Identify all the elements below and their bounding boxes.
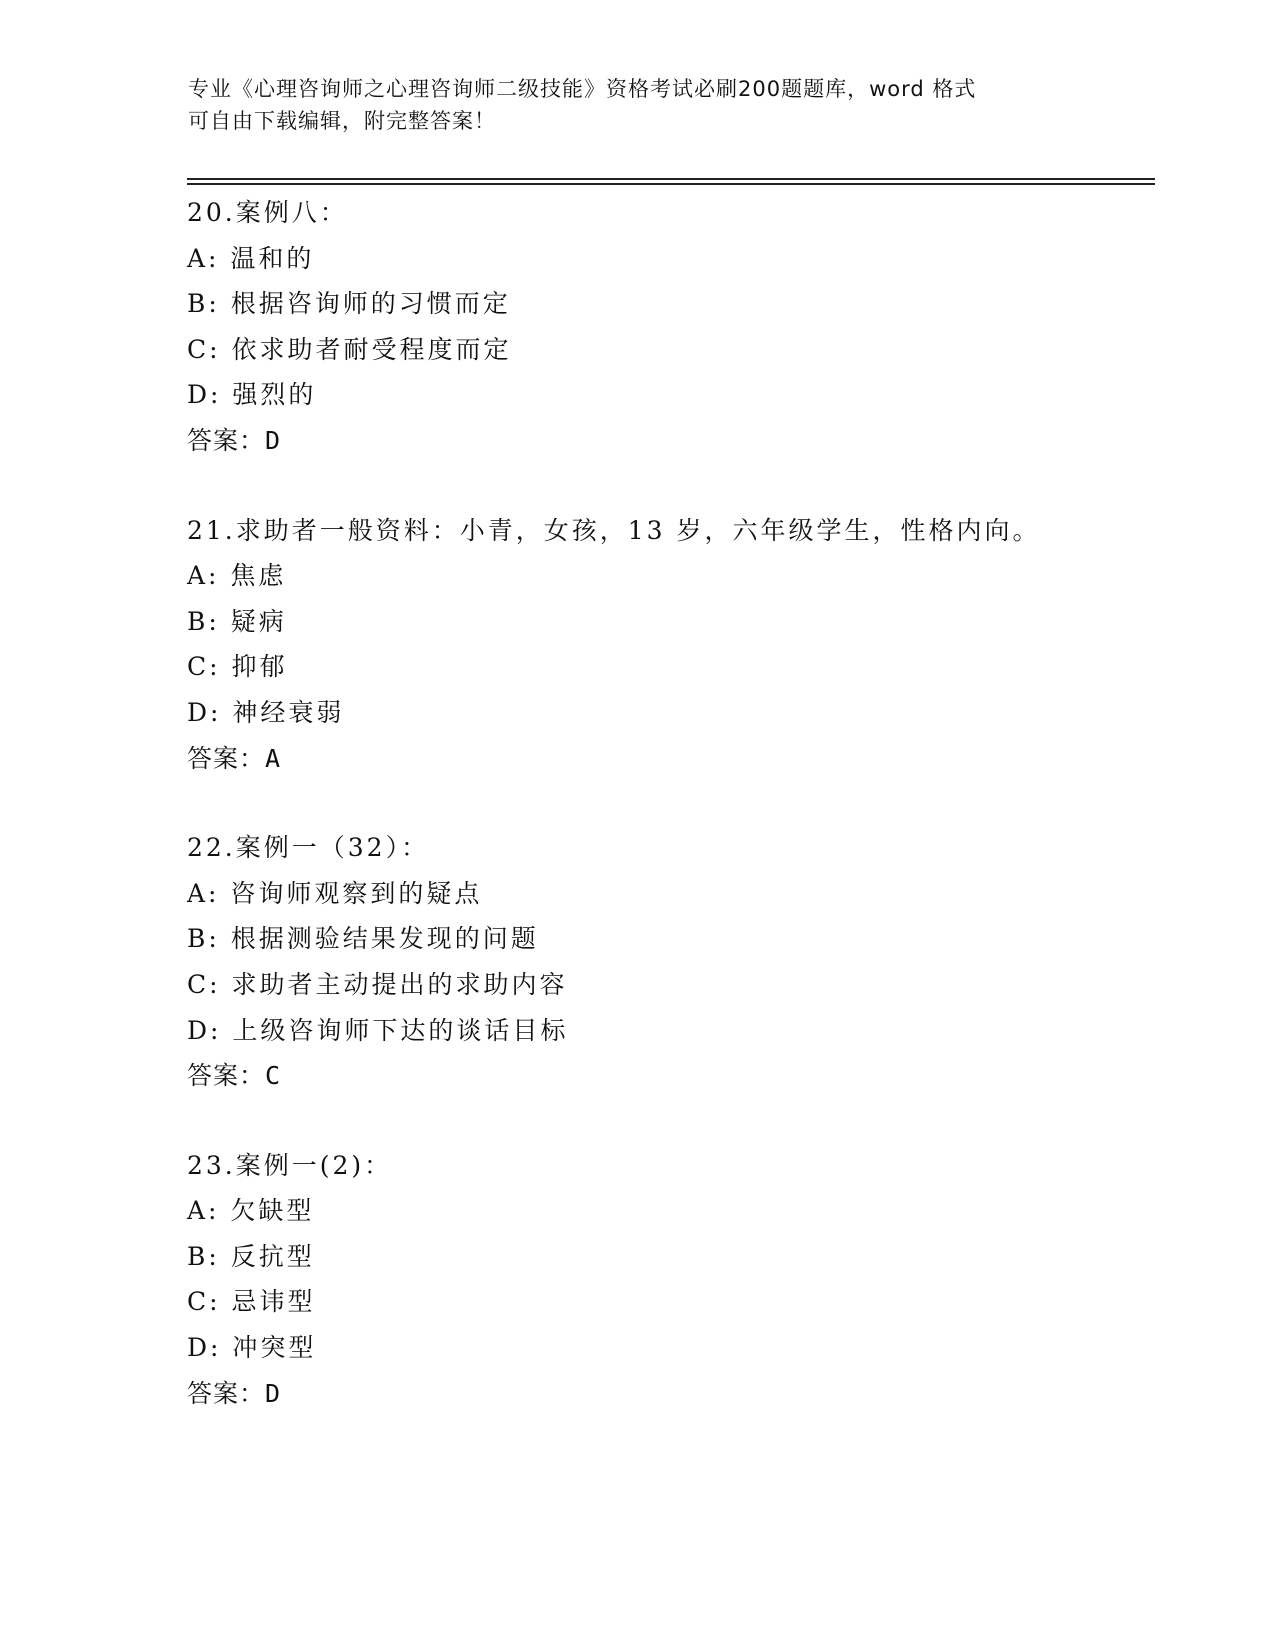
option-a: A: 欠缺型 xyxy=(187,1196,315,1226)
answer-row xyxy=(187,736,1147,782)
option-b: B: 疑病 xyxy=(187,606,287,636)
question-stem: 23.案例一(2)： xyxy=(187,1150,393,1180)
answer-row xyxy=(187,418,1147,464)
option-c: C: 求助者主动提出的求助内容 xyxy=(187,969,568,999)
answer-value: A xyxy=(265,743,281,773)
option-c: C: 依求助者耐受程度而定 xyxy=(187,334,512,364)
document-header xyxy=(188,73,1088,137)
answer-value: D xyxy=(265,1378,281,1408)
header-divider-bottom xyxy=(187,183,1155,185)
question-23 xyxy=(187,1143,1147,1417)
option-a: A: 咨询师观察到的疑点 xyxy=(187,878,483,908)
answer-value: D xyxy=(265,425,281,455)
answer-label: 答案： xyxy=(187,743,266,773)
header-divider-top xyxy=(187,178,1155,180)
question-22 xyxy=(187,825,1147,1099)
option-a: A: 焦虑 xyxy=(187,561,287,591)
option-d: D: 神经衰弱 xyxy=(187,697,345,727)
answer-value: C xyxy=(265,1061,281,1091)
header-line-2: 可自由下载编辑，附完整答案！ xyxy=(188,109,496,133)
option-b: B: 根据测验结果发现的问题 xyxy=(187,924,539,954)
option-c: C: 抑郁 xyxy=(187,652,288,682)
question-stem: 22.案例一（32）： xyxy=(187,833,430,863)
answer-label: 答案： xyxy=(187,1378,266,1408)
question-list xyxy=(187,190,1147,1460)
option-a: A: 温和的 xyxy=(187,243,315,273)
question-stem: 20.案例八： xyxy=(187,198,348,227)
question-20 xyxy=(187,190,1147,464)
option-d: D: 冲突型 xyxy=(187,1333,317,1363)
answer-label: 答案： xyxy=(187,1061,266,1091)
answer-label: 答案： xyxy=(187,425,266,455)
answer-row xyxy=(187,1053,1147,1099)
option-b: B: 反抗型 xyxy=(187,1241,315,1271)
header-line-1: 专业《心理咨询师之心理咨询师二级技能》资格考试必刷200题题库，word 格式 xyxy=(188,77,977,101)
question-21 xyxy=(187,508,1147,782)
question-stem: 21.求助者一般资料：小青，女孩，13 岁，六年级学生，性格内向。 xyxy=(187,515,1041,545)
option-b: B: 根据咨询师的习惯而定 xyxy=(187,289,511,319)
option-c: C: 忌讳型 xyxy=(187,1287,316,1317)
answer-row xyxy=(187,1371,1147,1417)
option-d: D: 上级咨询师下达的谈话目标 xyxy=(187,1015,569,1045)
option-d: D: 强烈的 xyxy=(187,380,317,410)
